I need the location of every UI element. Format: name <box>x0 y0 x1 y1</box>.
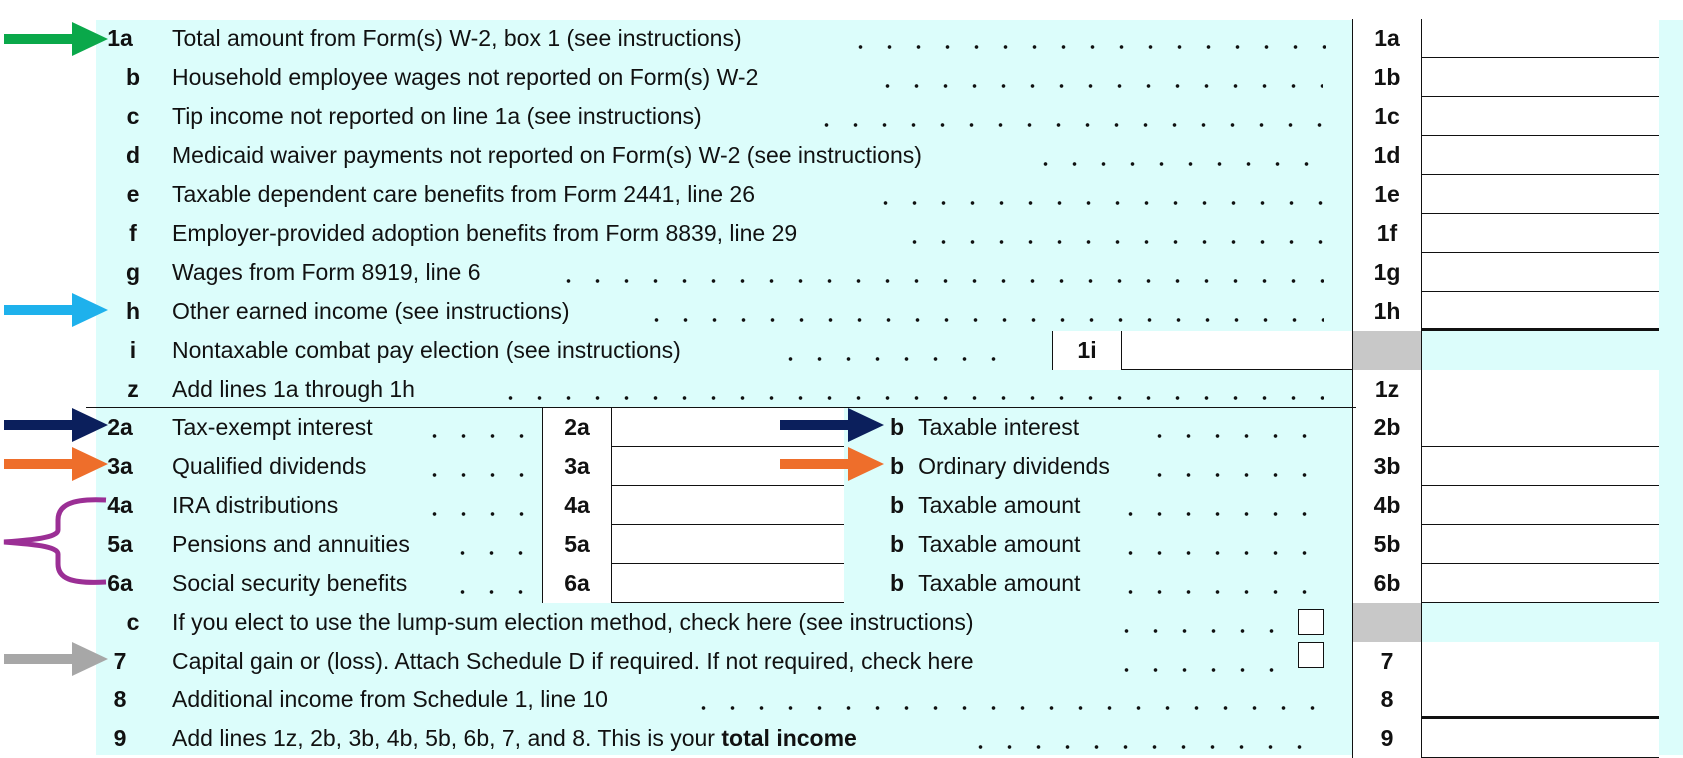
line-number: d <box>125 142 141 168</box>
blue-arrow-icon <box>4 293 108 327</box>
line-number: 5a <box>107 531 133 557</box>
box-label: 2a <box>542 408 612 447</box>
b-letter: b <box>890 453 905 479</box>
gray-arrow-icon <box>4 642 108 676</box>
line-number: b <box>125 64 141 90</box>
box-label: 8 <box>1352 680 1422 719</box>
purple-brace-icon <box>4 500 106 583</box>
box-label: 6a <box>542 564 612 603</box>
line-description: Qualified dividends <box>172 453 367 479</box>
line-description: Total amount from Form(s) W-2, box 1 (see instructions) <box>172 25 742 51</box>
line-number: e <box>126 181 140 207</box>
box-label: 3a <box>542 447 612 486</box>
box-label: 1g <box>1352 253 1422 292</box>
line-9-text: Add lines 1z, 2b, 3b, 4b, 5b, 6b, 7, and 8. This is your <box>172 725 722 751</box>
line-number: 1a <box>107 25 133 51</box>
b-text: Ordinary dividends <box>918 453 1110 479</box>
orange-arrow-b-icon <box>780 447 884 481</box>
line-description: IRA distributions <box>172 492 339 518</box>
box-label: 4a <box>542 486 612 525</box>
line-description: Household employee wages not reported on Form(s) W-2 <box>172 64 759 90</box>
b-text: Taxable amount <box>918 492 1081 518</box>
line-number: f <box>129 220 137 246</box>
line-description: If you elect to use the lump-sum election method, check here (see instructions) <box>172 609 974 635</box>
box-label: 1i <box>1052 331 1122 370</box>
box-label: 7 <box>1352 642 1422 681</box>
box-label: 4b <box>1352 486 1422 525</box>
navy-arrow-b-icon <box>780 408 884 442</box>
line-description: Tax-exempt interest <box>172 414 373 440</box>
box-label: 3b <box>1352 447 1422 486</box>
box-label: 1c <box>1352 97 1422 136</box>
box-label: 1d <box>1352 136 1422 175</box>
line-description: Other earned income (see instructions) <box>172 298 570 324</box>
line-number: 4a <box>107 492 133 518</box>
box-label: 9 <box>1352 719 1422 758</box>
line-number: 7 <box>113 648 127 674</box>
box-label: 6b <box>1352 564 1422 603</box>
b-text: Taxable amount <box>918 570 1081 596</box>
box-label: 1z <box>1352 370 1422 409</box>
line-description: Taxable dependent care benefits from Form 2441, line 26 <box>172 181 756 207</box>
line-number: c <box>126 609 140 635</box>
line-description: Additional income from Schedule 1, line 10 <box>172 686 608 712</box>
line-description: Nontaxable combat pay election (see instructions) <box>172 337 681 363</box>
line-description: Pensions and annuities <box>172 531 410 557</box>
line-number: z <box>127 376 139 402</box>
box-label: 1h <box>1352 292 1422 331</box>
line-description: Medicaid waiver payments not reported on Form(s) W-2 (see instructions) <box>172 142 922 168</box>
line-number: g <box>125 259 141 285</box>
line-description: Social security benefits <box>172 570 408 596</box>
line-description: Add lines 1a through 1h <box>172 376 415 402</box>
green-arrow-icon <box>4 22 108 56</box>
orange-arrow-icon <box>4 447 108 481</box>
b-letter: b <box>890 414 905 440</box>
b-text: Taxable amount <box>918 531 1081 557</box>
box-label: 5a <box>542 525 612 564</box>
line-number: 9 <box>113 725 127 751</box>
b-text: Taxable interest <box>918 414 1080 440</box>
box-label: 1f <box>1352 214 1422 253</box>
total-income-label: total income <box>721 725 857 751</box>
line-description: Employer-provided adoption benefits from Form 8839, line 29 <box>172 220 798 246</box>
navy-arrow-icon <box>4 408 108 442</box>
line-number: 6a <box>107 570 133 596</box>
line-number: h <box>125 298 141 324</box>
line-number: i <box>129 337 137 363</box>
box-label: 1b <box>1352 58 1422 97</box>
box-label: 5b <box>1352 525 1422 564</box>
line-description: Tip income not reported on line 1a (see instructions) <box>172 103 702 129</box>
box-label: 2b <box>1352 408 1422 447</box>
box-label: 1a <box>1352 19 1422 58</box>
b-letter: b <box>890 531 905 557</box>
line-description: Capital gain or (loss). Attach Schedule D if required. If not required, check here <box>172 648 974 674</box>
box-label: 1e <box>1352 175 1422 214</box>
line-description: Wages from Form 8919, line 6 <box>172 259 481 285</box>
line-number: 8 <box>113 686 127 712</box>
b-letter: b <box>890 492 905 518</box>
line-number: 3a <box>107 453 133 479</box>
line-number: 2a <box>107 414 133 440</box>
b-letter: b <box>890 570 905 596</box>
line-number: c <box>126 103 140 129</box>
